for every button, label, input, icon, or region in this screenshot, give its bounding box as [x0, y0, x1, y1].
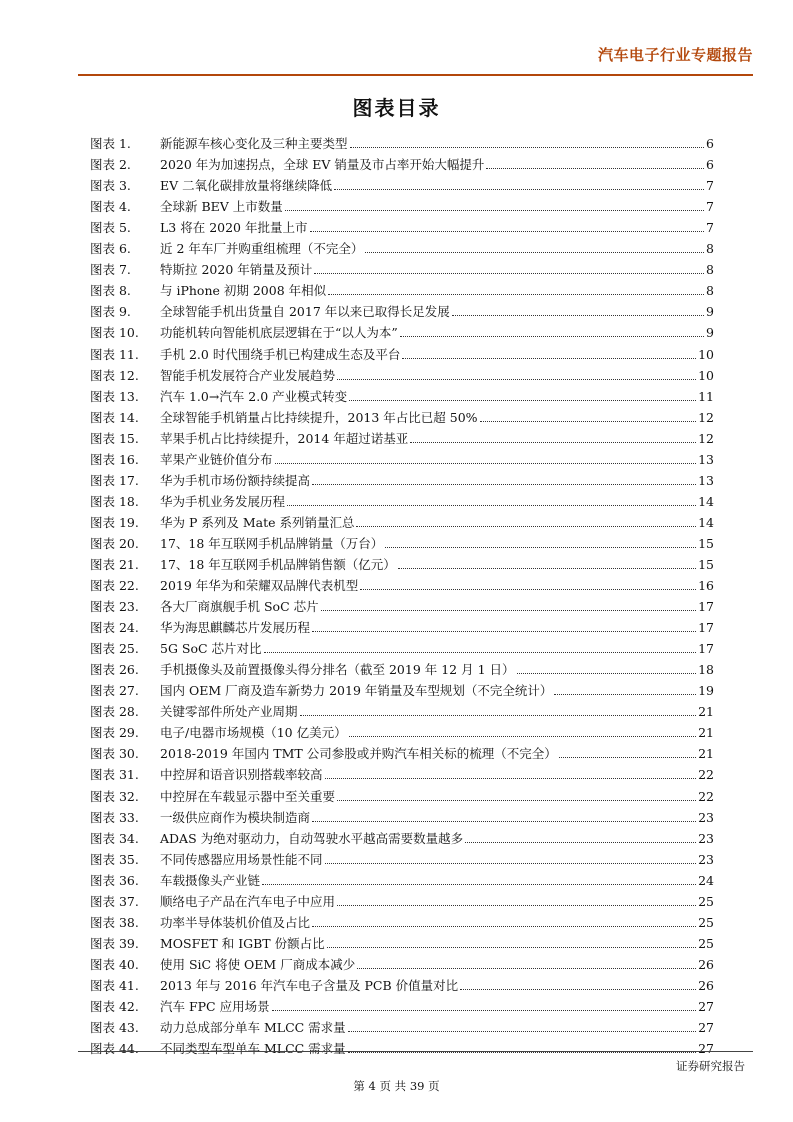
toc-entry-title: 功率半导体装机价值及占比 — [160, 914, 311, 930]
toc-entry-title: 2020 年为加速拐点，全球 EV 销量及市占率开始大幅提升 — [160, 157, 485, 173]
toc-entry-page: 15 — [698, 535, 714, 551]
toc-entry-title: 华为 P 系列及 Mate 系列销量汇总 — [160, 514, 355, 530]
toc-entry-page: 27 — [698, 998, 714, 1014]
toc-entry[interactable] — [90, 677, 714, 698]
toc-entry-title: 手机 2.0 时代围绕手机已构建成生态及平台 — [160, 346, 401, 362]
toc-entry-label: 图表 17. — [90, 472, 139, 488]
toc-dot-leader — [337, 905, 696, 906]
toc-entry-title: 功能机转向智能机底层逻辑在于“以人为本” — [160, 325, 398, 341]
toc-entry[interactable] — [90, 277, 714, 298]
page-number: 第 4 页 共 39 页 — [353, 1079, 440, 1093]
toc-dot-leader — [287, 505, 696, 506]
toc-dot-leader — [348, 1031, 696, 1032]
toc-entry-page: 26 — [698, 956, 714, 972]
toc-entry-label: 图表 10. — [90, 325, 139, 341]
toc-entry-title: 汽车 1.0→汽车 2.0 产业模式转变 — [160, 388, 348, 404]
toc-entry-page: 23 — [698, 809, 714, 825]
toc-entry[interactable] — [90, 635, 714, 656]
toc-entry-title: 华为手机业务发展历程 — [160, 493, 286, 509]
toc-entry-page: 27 — [698, 1041, 714, 1057]
toc-dot-leader — [314, 273, 704, 274]
toc-entry-title: 智能手机发展符合产业发展趋势 — [160, 367, 336, 383]
toc-entry-label: 图表 16. — [90, 451, 139, 467]
toc-entry[interactable] — [90, 1035, 714, 1056]
toc-entry-label: 图表 32. — [90, 788, 139, 804]
toc-entry-label: 图表 33. — [90, 809, 139, 825]
toc-entry-title: 与 iPhone 初期 2008 年相似 — [160, 283, 327, 299]
toc-dot-leader — [348, 1052, 696, 1053]
toc-entry-title: 特斯拉 2020 年销量及预计 — [160, 262, 313, 278]
toc-entry[interactable] — [90, 930, 714, 951]
toc-dot-leader — [275, 463, 697, 464]
toc-entry-title: 动力总成部分单车 MLCC 需求量 — [160, 1020, 346, 1036]
toc-entry-label: 图表 35. — [90, 851, 139, 867]
toc-entry-page: 26 — [698, 977, 714, 993]
toc-entry-label: 图表 18. — [90, 493, 139, 509]
toc-entry-page: 25 — [698, 893, 714, 909]
toc-dot-leader — [334, 189, 704, 190]
toc-entry-label: 图表 37. — [90, 893, 139, 909]
toc-entry-page: 9 — [706, 325, 714, 341]
toc-dot-leader — [337, 379, 696, 380]
toc-entry-title: 新能源车核心变化及三种主要类型 — [160, 136, 348, 152]
toc-dot-leader — [285, 210, 704, 211]
toc-entry[interactable] — [90, 804, 714, 825]
toc-entry-title: 苹果产业链价值分布 — [160, 451, 273, 467]
toc-entry[interactable] — [90, 593, 714, 614]
toc-dot-leader — [321, 610, 696, 611]
toc-entry-page: 10 — [698, 346, 714, 362]
toc-entry-title: 中控屏和语音识别搭载率较高 — [160, 767, 323, 783]
toc-entry-title: 电子/电器市场规模（10 亿美元） — [160, 725, 347, 741]
toc-dot-leader — [480, 421, 697, 422]
toc-entry-title: 5G SoC 芯片对比 — [160, 641, 262, 657]
toc-entry-title: 近 2 年车厂并购重组梳理（不完全） — [160, 241, 364, 257]
toc-entry[interactable] — [90, 951, 714, 972]
toc-dot-leader — [349, 736, 697, 737]
toc-entry-page: 25 — [698, 914, 714, 930]
toc-entry[interactable] — [90, 1014, 714, 1035]
toc-entry[interactable] — [90, 846, 714, 867]
footer-divider — [78, 1051, 753, 1052]
toc-entry-page: 12 — [698, 430, 714, 446]
toc-dot-leader — [410, 442, 696, 443]
toc-dot-leader — [452, 315, 704, 316]
toc-entry-page: 6 — [706, 136, 714, 152]
toc-entry-page: 23 — [698, 851, 714, 867]
toc-entry-title: 2019 年华为和荣耀双品牌代表机型 — [160, 578, 359, 594]
toc-entry[interactable] — [90, 698, 714, 719]
toc-entry[interactable] — [90, 761, 714, 782]
toc-entry-label: 图表 26. — [90, 662, 139, 678]
toc-entry-page: 6 — [706, 157, 714, 173]
footer-report-type: 证券研究报告 — [676, 1059, 745, 1073]
toc-entry-title: 17、18 年互联网手机品牌销售额（亿元） — [160, 556, 396, 572]
toc-entry-title: EV 二氧化碳排放量将继续降低 — [160, 178, 333, 194]
toc-dot-leader — [349, 400, 696, 401]
toc-entry-title: 中控屏在车载显示器中至关重要 — [160, 788, 336, 804]
toc-entry[interactable] — [90, 298, 714, 319]
toc-entry-title: 不同传感器应用场景性能不同 — [160, 851, 323, 867]
toc-entry-page: 21 — [698, 725, 714, 741]
report-header-title: 汽车电子行业专题报告 — [597, 46, 753, 64]
toc-entry-label: 图表 41. — [90, 977, 139, 993]
toc-entry-label: 图表 23. — [90, 599, 139, 615]
toc-entry-label: 图表 2. — [90, 157, 131, 173]
toc-dot-leader — [272, 1010, 696, 1011]
toc-entry-title: 国内 OEM 厂商及造车新势力 2019 年销量及车型规划（不完全统计） — [160, 683, 553, 699]
toc-entry-label: 图表 7. — [90, 262, 131, 278]
toc-entry[interactable] — [90, 383, 714, 404]
toc-entry-label: 图表 3. — [90, 178, 131, 194]
toc-entry-page: 25 — [698, 935, 714, 951]
toc-entry-page: 17 — [698, 641, 714, 657]
toc-entry-label: 图表 34. — [90, 830, 139, 846]
toc-dot-leader — [554, 694, 696, 695]
toc-entry-page: 7 — [706, 220, 714, 236]
toc-entry-label: 图表 6. — [90, 241, 131, 257]
toc-entry-page: 22 — [698, 767, 714, 783]
toc-dot-leader — [559, 757, 696, 758]
toc-entry-page: 23 — [698, 830, 714, 846]
toc-dot-leader — [325, 863, 697, 864]
toc-entry-page: 17 — [698, 620, 714, 636]
header-divider — [78, 74, 753, 76]
toc-entry[interactable] — [90, 151, 714, 172]
toc-entry-label: 图表 31. — [90, 767, 139, 783]
toc-entry-page: 8 — [706, 283, 714, 299]
toc-entry-title: 各大厂商旗舰手机 SoC 芯片 — [160, 599, 319, 615]
toc-entry-page: 11 — [698, 388, 714, 404]
toc-entry[interactable] — [90, 193, 714, 214]
toc-dot-leader — [385, 547, 696, 548]
toc-dot-leader — [357, 968, 696, 969]
toc-entry-label: 图表 30. — [90, 746, 139, 762]
toc-dot-leader — [460, 989, 696, 990]
toc-entry[interactable] — [90, 362, 714, 383]
toc-entry-title: MOSFET 和 IGBT 份额占比 — [160, 935, 325, 951]
toc-entry[interactable] — [90, 572, 714, 593]
toc-entry-label: 图表 29. — [90, 725, 139, 741]
toc-entry-label: 图表 9. — [90, 304, 131, 320]
toc-entry-label: 图表 28. — [90, 704, 139, 720]
toc-entry[interactable] — [90, 530, 714, 551]
toc-entry-page: 8 — [706, 262, 714, 278]
toc-entry-label: 图表 44. — [90, 1041, 139, 1057]
toc-entry[interactable] — [90, 509, 714, 530]
toc-entry[interactable] — [90, 214, 714, 235]
toc-entry[interactable] — [90, 614, 714, 635]
toc-dot-leader — [325, 778, 697, 779]
toc-dot-leader — [400, 336, 704, 337]
toc-entry-title: 华为手机市场份额持续提高 — [160, 472, 311, 488]
toc-entry-title: L3 将在 2020 年批量上市 — [160, 220, 308, 236]
toc-entry-label: 图表 4. — [90, 199, 131, 215]
toc-entry-page: 21 — [698, 746, 714, 762]
toc-entry-label: 图表 1. — [90, 136, 131, 152]
toc-entry-label: 图表 21. — [90, 556, 139, 572]
toc-entry[interactable] — [90, 782, 714, 803]
toc-entry[interactable] — [90, 488, 714, 509]
toc-entry-title: 一级供应商作为模块制造商 — [160, 809, 311, 825]
toc-entry-label: 图表 42. — [90, 998, 139, 1014]
toc-dot-leader — [300, 715, 697, 716]
toc-entry[interactable] — [90, 909, 714, 930]
toc-entry-page: 15 — [698, 556, 714, 572]
toc-entry-page: 8 — [706, 241, 714, 257]
toc-dot-leader — [517, 673, 697, 674]
toc-entry-title: 关键零部件所处产业周期 — [160, 704, 298, 720]
toc-entry-page: 24 — [698, 872, 714, 888]
toc-entry-title: 2018-2019 年国内 TMT 公司参股或并购汽车相关标的梳理（不完全） — [160, 746, 557, 762]
toc-dot-leader — [264, 652, 697, 653]
toc-entry-title: 车载摄像头产业链 — [160, 872, 261, 888]
toc-entry-label: 图表 24. — [90, 620, 139, 636]
toc-entry-title: 华为海思麒麟芯片发展历程 — [160, 620, 311, 636]
toc-entry[interactable] — [90, 256, 714, 277]
toc-entry-page: 12 — [698, 409, 714, 425]
toc-entry-label: 图表 20. — [90, 535, 139, 551]
toc-entry-label: 图表 8. — [90, 283, 131, 299]
toc-entry[interactable] — [90, 993, 714, 1014]
toc-entry-label: 图表 13. — [90, 388, 139, 404]
toc-entry-title: 17、18 年互联网手机品牌销量（万台） — [160, 535, 384, 551]
toc-dot-leader — [312, 484, 696, 485]
toc-entry-page: 18 — [698, 662, 714, 678]
toc-entry-label: 图表 19. — [90, 514, 139, 530]
toc-entry-page: 14 — [698, 493, 714, 509]
toc-dot-leader — [327, 947, 696, 948]
toc-entry-label: 图表 15. — [90, 430, 139, 446]
toc-entry-page: 10 — [698, 367, 714, 383]
toc-entry-title: 全球智能手机销量占比持续提升，2013 年占比已超 50% — [160, 409, 478, 425]
toc-entry-title: 苹果手机占比持续提升，2014 年超过诺基亚 — [160, 430, 409, 446]
toc-dot-leader — [328, 294, 704, 295]
page-title: 图表目录 — [352, 96, 441, 120]
toc-entry-label: 图表 14. — [90, 409, 139, 425]
toc-entry-title: 汽车 FPC 应用场景 — [160, 998, 270, 1014]
toc-entry-page: 13 — [698, 451, 714, 467]
toc-entry-title: 使用 SiC 将使 OEM 厂商成本减少 — [160, 956, 356, 972]
toc-entry-label: 图表 22. — [90, 578, 139, 594]
toc-dot-leader — [337, 800, 696, 801]
toc-entry-label: 图表 36. — [90, 872, 139, 888]
toc-entry-label: 图表 38. — [90, 914, 139, 930]
toc-entry-page: 7 — [706, 178, 714, 194]
toc-dot-leader — [398, 568, 696, 569]
toc-entry-page: 17 — [698, 599, 714, 615]
toc-dot-leader — [365, 252, 704, 253]
toc-entry-page: 7 — [706, 199, 714, 215]
toc-dot-leader — [465, 842, 696, 843]
toc-dot-leader — [356, 526, 696, 527]
toc-entry[interactable] — [90, 825, 714, 846]
toc-entry[interactable] — [90, 551, 714, 572]
toc-entry-page: 9 — [706, 304, 714, 320]
toc-entry[interactable] — [90, 740, 714, 761]
toc-entry[interactable] — [90, 867, 714, 888]
toc-entry[interactable] — [90, 888, 714, 909]
toc-entry[interactable] — [90, 425, 714, 446]
toc-entry[interactable] — [90, 446, 714, 467]
toc-entry[interactable] — [90, 130, 714, 151]
toc-entry-label: 图表 40. — [90, 956, 139, 972]
toc-entry-title: 不同类型车型单车 MLCC 需求量 — [160, 1041, 346, 1057]
toc-entry-title: 全球智能手机出货量自 2017 年以来已取得长足发展 — [160, 304, 450, 320]
toc-entry-page: 19 — [698, 683, 714, 699]
toc-entry-title: 全球新 BEV 上市数量 — [160, 199, 283, 215]
toc-entry-page: 14 — [698, 514, 714, 530]
toc-entry[interactable] — [90, 656, 714, 677]
toc-entry-label: 图表 5. — [90, 220, 131, 236]
toc-entry-label: 图表 11. — [90, 346, 139, 362]
toc-dot-leader — [312, 926, 696, 927]
toc-entry-label: 图表 25. — [90, 641, 139, 657]
figure-toc-list — [90, 130, 714, 1056]
toc-entry[interactable] — [90, 719, 714, 740]
toc-dot-leader — [312, 631, 696, 632]
toc-entry-page: 21 — [698, 704, 714, 720]
toc-entry-title: 手机摄像头及前置摄像头得分排名（截至 2019 年 12 月 1 日） — [160, 662, 515, 678]
toc-entry-page: 27 — [698, 1020, 714, 1036]
toc-entry[interactable] — [90, 340, 714, 361]
toc-entry[interactable] — [90, 172, 714, 193]
toc-dot-leader — [262, 884, 696, 885]
toc-entry-label: 图表 27. — [90, 683, 139, 699]
toc-entry-title: 顺络电子产品在汽车电子中应用 — [160, 893, 336, 909]
toc-dot-leader — [350, 147, 705, 148]
toc-entry[interactable] — [90, 467, 714, 488]
toc-dot-leader — [310, 231, 705, 232]
toc-dot-leader — [402, 358, 696, 359]
toc-entry[interactable] — [90, 319, 714, 340]
toc-entry[interactable] — [90, 404, 714, 425]
toc-dot-leader — [312, 821, 696, 822]
toc-entry-label: 图表 39. — [90, 935, 139, 951]
toc-entry-page: 16 — [698, 578, 714, 594]
toc-entry-page: 13 — [698, 472, 714, 488]
toc-entry[interactable] — [90, 235, 714, 256]
toc-entry-label: 图表 43. — [90, 1020, 139, 1036]
toc-entry-title: 2013 年与 2016 年汽车电子含量及 PCB 价值量对比 — [160, 977, 459, 993]
toc-entry-label: 图表 12. — [90, 367, 139, 383]
toc-dot-leader — [486, 168, 704, 169]
toc-entry[interactable] — [90, 972, 714, 993]
toc-dot-leader — [360, 589, 696, 590]
toc-entry-page: 22 — [698, 788, 714, 804]
toc-entry-title: ADAS 为绝对驱动力，自动驾驶水平越高需要数量越多 — [160, 830, 464, 846]
